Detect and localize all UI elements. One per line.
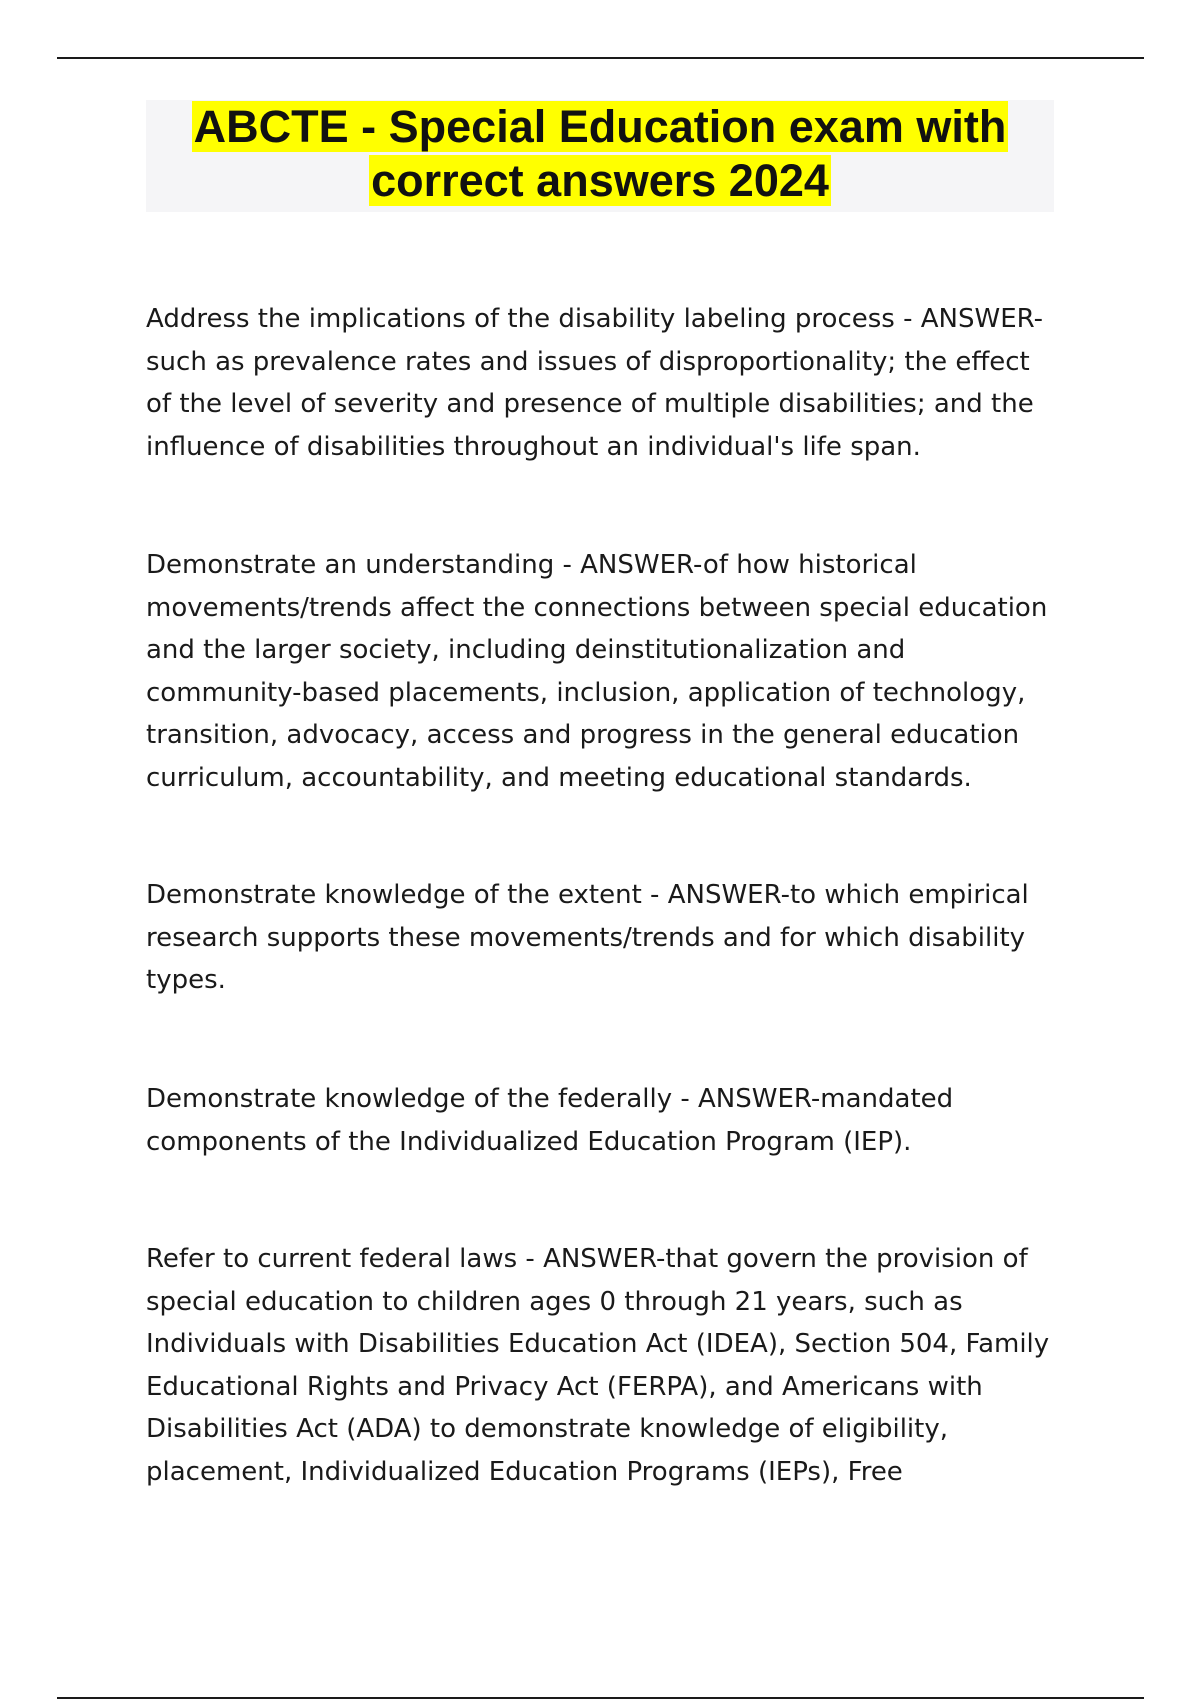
- qa-answer: of how historical movements/trends affect the connections between special education and the larger society, including deinstitutionalization and community-based placements, inclusion, application of technology, transition, advocacy, access and progress in the general education curriculum, accountability, and meeting educational standards.: [146, 550, 1048, 793]
- qa-entry: [146, 1238, 1061, 1493]
- qa-answer-separator: - ANSWER-: [517, 1244, 666, 1274]
- qa-entry: [146, 874, 1061, 1002]
- qa-answer: mandated components of the Individualized Education Program (IEP).: [146, 1084, 954, 1157]
- qa-prompt: Refer to current federal laws: [146, 1244, 518, 1274]
- qa-answer-separator: - ANSWER-: [554, 550, 703, 580]
- qa-prompt: Demonstrate knowledge of the extent: [146, 880, 642, 910]
- qa-answer-separator: - ANSWER-: [672, 1084, 821, 1114]
- qa-entry: [146, 544, 1061, 799]
- qa-prompt: Demonstrate knowledge of the federally: [146, 1084, 673, 1114]
- qa-entry: [146, 298, 1061, 468]
- qa-answer: such as prevalence rates and issues of disproportionality; the effect of the level of severity and presence of multiple disabilities; and the influence of disabilities throughout an individual's life span.: [146, 346, 1034, 462]
- qa-prompt: Demonstrate an understanding: [146, 550, 555, 580]
- page-top-rule: [57, 57, 1144, 59]
- qa-answer: to which empirical research supports these movements/trends and for which disability types.: [146, 880, 1029, 995]
- document-title-line-2: correct answers 2024: [371, 155, 829, 206]
- qa-answer: that govern the provision of special education to children ages 0 through 21 years, such as Individuals with Disabilities Education Act (IDEA), Section 504, Family Educational Rights and Privacy Act (FERPA), and Americans with Disabilities Act (ADA) to demonstrate knowledge of eligibility, placement, Individualized Education Programs (IEPs), Free: [146, 1244, 1050, 1487]
- qa-entry: [146, 1078, 1061, 1163]
- qa-answer-separator: - ANSWER-: [641, 880, 790, 910]
- document-title: [146, 100, 1054, 208]
- document-title-box: [146, 100, 1054, 212]
- qa-answer-separator: - ANSWER-: [894, 304, 1044, 334]
- page-bottom-rule: [57, 1697, 1144, 1699]
- qa-prompt: Address the implications of the disability labeling process: [146, 304, 895, 334]
- document-title-line-1: ABCTE - Special Education exam with: [193, 101, 1007, 152]
